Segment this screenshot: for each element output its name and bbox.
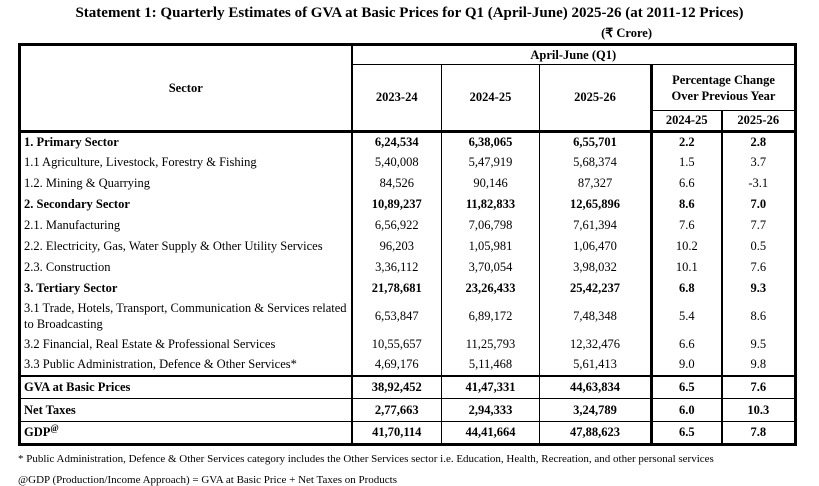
pct-change-cell: 6.5 (652, 422, 722, 445)
table-row (20, 399, 796, 422)
label-superscript: @ (50, 423, 59, 434)
pct-change-cell: 0.5 (722, 236, 796, 257)
value-cell: 5,11,468 (442, 355, 540, 376)
sector-label: 3.3 Public Administration, Defence & Other Services* (20, 355, 352, 376)
pct-change-cell: 6.6 (652, 334, 722, 355)
year-header-2025-26: 2025-26 (540, 65, 652, 131)
value-cell: 3,98,032 (540, 257, 652, 278)
table-row (20, 299, 796, 334)
table-row (20, 173, 796, 194)
pct-change-cell: 6.0 (652, 399, 722, 422)
value-cell: 6,24,534 (352, 131, 442, 152)
value-cell: 41,70,114 (352, 422, 442, 445)
sector-label: GDP@ (20, 422, 352, 445)
pct-change-cell: 7.8 (722, 422, 796, 445)
value-cell: 41,47,331 (442, 376, 540, 399)
gva-estimates-table (18, 43, 797, 446)
pct-change-cell: 9.8 (722, 355, 796, 376)
value-cell: 3,24,789 (540, 399, 652, 422)
value-cell: 3,36,112 (352, 257, 442, 278)
pct-change-cell: 7.7 (722, 215, 796, 236)
value-cell: 6,56,922 (352, 215, 442, 236)
value-cell: 5,40,008 (352, 152, 442, 173)
sector-label: 2.1. Manufacturing (20, 215, 352, 236)
value-cell: 10,89,237 (352, 194, 442, 215)
footnote-gdp-formula: @GDP (Production/Income Approach) = GVA at Basic Price + Net Taxes on Products (18, 474, 398, 486)
table-row (20, 257, 796, 278)
value-cell: 5,47,919 (442, 152, 540, 173)
value-cell: 2,94,333 (442, 399, 540, 422)
value-cell: 44,41,664 (442, 422, 540, 445)
sector-label: 2. Secondary Sector (20, 194, 352, 215)
percentage-change-header: Percentage Change Over Previous Year (652, 65, 796, 111)
value-cell: 23,26,433 (442, 278, 540, 299)
value-cell: 7,48,348 (540, 299, 652, 334)
footnote-other-services: * Public Administration, Defence & Other Services category includes the Other Services sector i.e. Education, Health, Recreation, and other personal services (18, 453, 714, 465)
year-header-2023-24: 2023-24 (352, 65, 442, 131)
pct-change-cell: 3.7 (722, 152, 796, 173)
value-cell: 6,38,065 (442, 131, 540, 152)
value-cell: 38,92,452 (352, 376, 442, 399)
value-cell: 21,78,681 (352, 278, 442, 299)
value-cell: 2,77,663 (352, 399, 442, 422)
value-cell: 84,526 (352, 173, 442, 194)
pct-change-cell: 6.6 (652, 173, 722, 194)
value-cell: 10,55,657 (352, 334, 442, 355)
pct-change-cell: 9.0 (652, 355, 722, 376)
sector-label: 2.2. Electricity, Gas, Water Supply & Other Utility Services (20, 236, 352, 257)
pct-change-cell: 7.6 (652, 215, 722, 236)
statement-title: Statement 1: Quarterly Estimates of GVA at Basic Prices for Q1 (April-June) 2025-26 (at 2011-12 Prices) (75, 5, 744, 21)
pct-change-cell: 9.3 (722, 278, 796, 299)
table-row (20, 131, 796, 152)
pct-change-cell: -3.1 (722, 173, 796, 194)
pct-change-cell: 8.6 (722, 299, 796, 334)
sector-label: 3.2 Financial, Real Estate & Professional Services (20, 334, 352, 355)
pct-change-cell: 8.6 (652, 194, 722, 215)
value-cell: 12,32,476 (540, 334, 652, 355)
sector-label: 3. Tertiary Sector (20, 278, 352, 299)
table-row (20, 376, 796, 399)
table-row (20, 355, 796, 376)
sector-label: GVA at Basic Prices (20, 376, 352, 399)
quarter-group-header: April-June (Q1) (352, 45, 796, 65)
value-cell: 5,61,413 (540, 355, 652, 376)
value-cell: 3,70,054 (442, 257, 540, 278)
table-row (20, 422, 796, 445)
value-cell: 4,69,176 (352, 355, 442, 376)
pct-change-cell: 1.5 (652, 152, 722, 173)
pct-change-cell: 6.5 (652, 376, 722, 399)
pct-change-cell: 10.1 (652, 257, 722, 278)
sector-column-header: Sector (20, 45, 352, 132)
value-cell: 12,65,896 (540, 194, 652, 215)
table-row (20, 278, 796, 299)
table-row (20, 152, 796, 173)
sector-label: Net Taxes (20, 399, 352, 422)
pct-year-header-2024-25: 2024-25 (652, 111, 722, 131)
table-body-totals (20, 376, 796, 445)
unit-label: (₹ Crore) (601, 26, 652, 40)
sector-label: 3.1 Trade, Hotels, Transport, Communication & Services related to Broadcasting (20, 299, 352, 334)
sector-label: 1.1 Agriculture, Livestock, Forestry & Fishing (20, 152, 352, 173)
pct-year-header-2025-26: 2025-26 (722, 111, 796, 131)
table-row (20, 236, 796, 257)
pct-change-cell: 10.3 (722, 399, 796, 422)
value-cell: 7,61,394 (540, 215, 652, 236)
value-cell: 96,203 (352, 236, 442, 257)
pct-change-cell: 7.6 (722, 257, 796, 278)
value-cell: 6,89,172 (442, 299, 540, 334)
table-row (20, 334, 796, 355)
value-cell: 90,146 (442, 173, 540, 194)
sector-label: 1. Primary Sector (20, 131, 352, 152)
value-cell: 25,42,237 (540, 278, 652, 299)
value-cell: 7,06,798 (442, 215, 540, 236)
sector-label: 1.2. Mining & Quarrying (20, 173, 352, 194)
sector-label: 2.3. Construction (20, 257, 352, 278)
pct-change-cell: 10.2 (652, 236, 722, 257)
value-cell: 11,25,793 (442, 334, 540, 355)
value-cell: 1,06,470 (540, 236, 652, 257)
year-header-2024-25: 2024-25 (442, 65, 540, 131)
value-cell: 1,05,981 (442, 236, 540, 257)
value-cell: 87,327 (540, 173, 652, 194)
value-cell: 47,88,623 (540, 422, 652, 445)
value-cell: 6,53,847 (352, 299, 442, 334)
table-row (20, 215, 796, 236)
value-cell: 11,82,833 (442, 194, 540, 215)
footnotes (18, 453, 819, 486)
pct-change-cell: 9.5 (722, 334, 796, 355)
value-cell: 6,55,701 (540, 131, 652, 152)
table-body-sectors (20, 131, 796, 376)
value-cell: 44,63,834 (540, 376, 652, 399)
pct-change-cell: 7.0 (722, 194, 796, 215)
pct-change-cell: 2.2 (652, 131, 722, 152)
table-header (20, 45, 796, 132)
value-cell: 5,68,374 (540, 152, 652, 173)
table-row (20, 194, 796, 215)
pct-change-cell: 7.6 (722, 376, 796, 399)
pct-change-cell: 6.8 (652, 278, 722, 299)
pct-change-cell: 5.4 (652, 299, 722, 334)
pct-change-cell: 2.8 (722, 131, 796, 152)
